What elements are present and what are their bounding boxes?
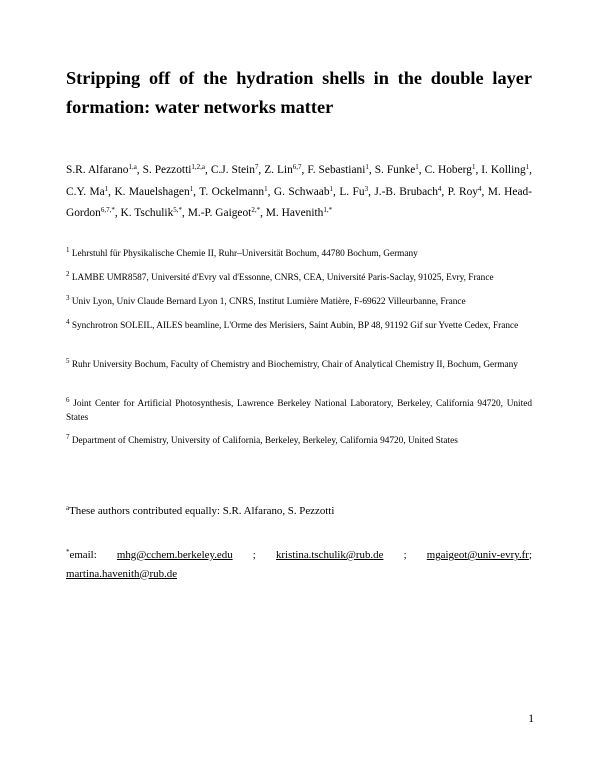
email-link[interactable]: kristina.tschulik@rub.de xyxy=(275,549,384,561)
affiliation: $^1$ Lehrstuhl für Physikalische Chemie II, Ruhr–Universität Bochum, 44780 Bochum, Germany xyxy=(66,246,418,259)
author: T. Ockelmann$^1$, xyxy=(199,184,274,198)
email-link[interactable]: mhg@cchem.berkeley.edu xyxy=(116,549,233,561)
affiliation: $^3$ Univ Lyon, Univ Claude Bernard Lyon 1, CNRS, Institut Lumière Matière, F-69622 Villeurbanne, France xyxy=(66,294,466,307)
author: P. Roy$^4$, xyxy=(447,184,488,198)
email-item: mgaigeot@univ-evry.fr; xyxy=(426,549,532,561)
affiliation: $^5$ Ruhr University Bochum, Faculty of Chemistry and Biochemistry, Chair of Analytical Chemistry II, Bochum, Germany xyxy=(66,357,518,370)
paper-title: Stripping off of the hydration shells in the double layer formation: water networks matter xyxy=(66,68,532,117)
author: S. Funke$^1$, xyxy=(374,163,425,176)
author: C. Hoberg$^1$, xyxy=(424,163,482,176)
affiliation: $^4$ Synchrotron SOLEIL, AILES beamline, L'Orme des Merisiers, Saint Aubin, BP 48, 91192 Gif sur Yvette Cedex, France xyxy=(66,318,519,331)
author: L. Fu$^3$, xyxy=(339,184,375,198)
author-list xyxy=(66,160,532,225)
email-block xyxy=(66,546,532,583)
affiliation: $^2$ LAMBE UMR8587, Université d'Evry val d'Essonne, CNRS, CEA, Université Paris-Saclay, 91025, Evry, France xyxy=(66,270,494,283)
email-separator: ; xyxy=(252,549,256,561)
author: C.Y. Ma$^1$, xyxy=(66,184,115,198)
author: K. Mauelshagen$^1$, xyxy=(114,184,200,198)
author: F. Sebastiani$^1$, xyxy=(307,163,375,176)
email-row xyxy=(66,546,532,565)
author: Z. Lin$^{6,7}$, xyxy=(264,163,308,176)
email-link[interactable]: mgaigeot@univ-evry.fr xyxy=(426,549,529,561)
author: G. Schwaab$^1$, xyxy=(273,184,340,198)
author: M.-P. Gaigeot$^{2,*}$, xyxy=(187,206,266,219)
author: S.R. Alfarano$^{1,a}$, xyxy=(66,163,143,176)
page-number: 1 xyxy=(528,713,534,725)
email-separator: ; xyxy=(403,549,407,561)
email-label: *email: xyxy=(66,548,97,561)
affiliation: $^7$ Department of Chemistry, University of California, Berkeley, Berkeley, California 94720, United States xyxy=(66,433,458,446)
author: C.J. Stein$^7$, xyxy=(210,163,265,176)
email-row xyxy=(66,565,532,584)
author: K. Tschulik$^{5,*}$, xyxy=(120,206,188,219)
author: J.-B. Brubach$^4$, xyxy=(374,184,448,198)
author: I. Kolling$^1$, xyxy=(481,163,533,176)
email-link[interactable]: martina.havenith@rub.de xyxy=(66,567,178,580)
affiliation: $^6$ Joint Center for Artificial Photosynthesis, Lawrence Berkeley National Laboratory, Berkeley, California 94720, United States xyxy=(66,396,532,423)
author: M. Head-Gordon$^{6,7,*}$, xyxy=(66,185,533,219)
author: S. Pezzotti$^{1,2,a}$, xyxy=(142,163,211,176)
contribution-note: $^a$These authors contributed equally: S.R. Alfarano, S. Pezzotti xyxy=(66,504,335,517)
author: M. Havenith$^{1,*}$ xyxy=(265,206,333,219)
